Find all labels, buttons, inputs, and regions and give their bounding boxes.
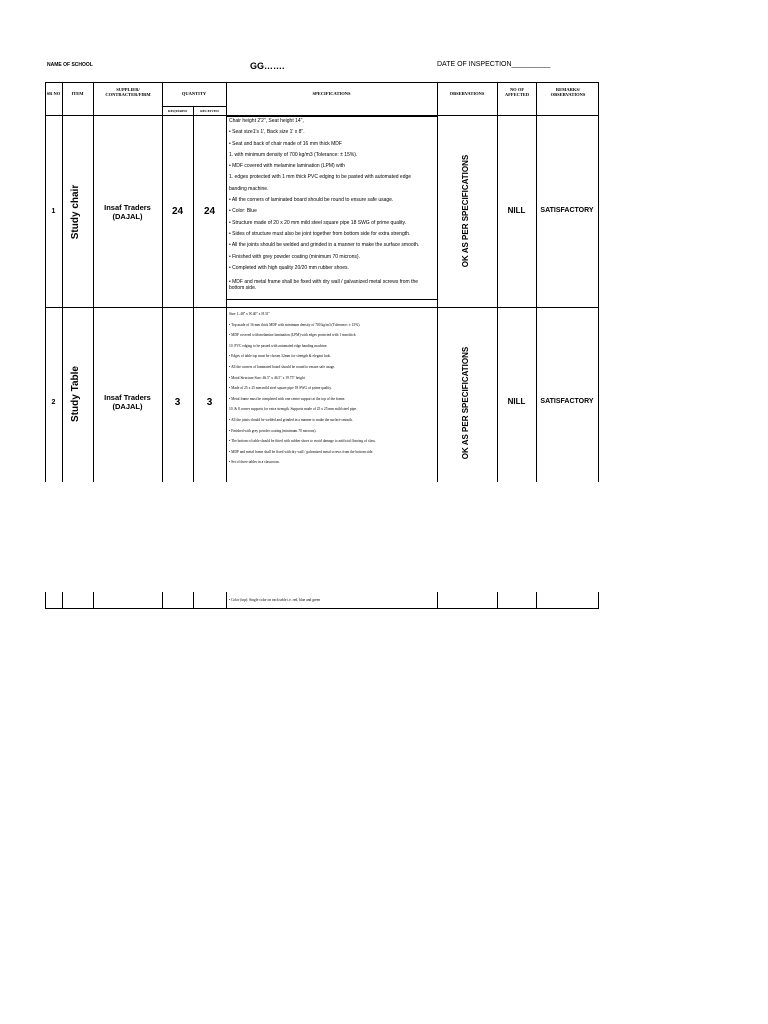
spec-line: 1. edges protected with 1 mm thick PVC edging to be pasted with automated edge [229, 174, 412, 181]
spec-line: Chair height 2'2", Seat height 14", [229, 118, 304, 124]
col-specifications: SPECIFICATIONS [312, 91, 351, 96]
spec-line: 1. with minimum density of 700 kg/m3 (Tolerance: ± 15%). [229, 151, 358, 158]
name-of-school-label: NAME OF SCHOOL [47, 62, 93, 68]
date-of-inspection-label: DATE OF INSPECTION__________ [437, 61, 551, 68]
col-sr-no: SR NO [46, 91, 61, 96]
spec-line: • All the corners of laminated board should be round to ensure safe usage. [229, 364, 336, 369]
spec-line: banding machine. [229, 185, 269, 192]
row-2-required: 3 [174, 396, 181, 408]
row-1-affected: NILL [507, 205, 526, 215]
row-2-sr-no: 2 [51, 398, 56, 406]
spec-line: • Sides of structure must also be joint together from bottom side for extra strength. [229, 230, 411, 237]
spec-line: • Color: Blue [229, 208, 257, 215]
spec-line: • All the corners of laminated board should be round to ensure safe usage. [229, 197, 394, 204]
spec-line: • The bottom of table should be fitted with rubber shoes to avoid damage to artificial flooring of class. [229, 439, 376, 444]
row-2-specifications [229, 309, 435, 468]
spec-line: • MDF and metal frame shall be fixed with dry wall / galvanized metal screws from the [229, 279, 419, 286]
spec-line: • Finished with grey powder coating (minimum 70 microns). [229, 428, 317, 433]
row-2-affected: NILL [507, 396, 526, 406]
row-2-supplier: Insaf Traders (DAJAL) [104, 393, 151, 411]
spec-line: • Made of 25 x 25 mm mild steel square pipe 18 SWG of prime quality. [229, 386, 332, 391]
row-2-received: 3 [206, 396, 213, 408]
col-remarks: REMARKS/ OBSERVATIONS [550, 87, 586, 97]
col-no-of-affected: NO OF AFFECTED [504, 87, 530, 97]
spec-line: • Seat and back of chair made of 16 mm thick MDF [229, 140, 342, 147]
spec-line: • All the joints should be welded and grinded in a manner to make the surface smooth. [229, 242, 420, 249]
spec-line: • Edges of table top must be chosen 32mm for strength & elegant look. [229, 354, 332, 359]
spec-line: • Metal frame must be completed with one centre support at the top of the frame. [229, 396, 346, 401]
spec-line: • Set of three tables in a classroom. [229, 460, 280, 465]
row-1-specifications [229, 116, 435, 291]
spec-line: • Finished with grey powder coating (minimum 70 microns). [229, 253, 360, 260]
spec-line: bottom side. [229, 285, 257, 292]
spec-line: • MDF and metal frame shall be fixed with dry wall / galvanized metal screws from the bottom side. [229, 449, 374, 454]
spec-line: • Metal Structure Size: 46.5" x 46.5" x 19.75" height [229, 375, 305, 380]
row-2-observation: OK AS PER SPECIFICATIONS [461, 346, 470, 460]
col-quantity: QUANTITY [181, 91, 207, 96]
row-1-supplier: Insaf Traders (DAJAL) [104, 202, 151, 221]
school-name-value: GG……. [250, 61, 285, 71]
row-1-remarks: SATISFACTORY [540, 206, 594, 214]
col-item: ITEM [71, 91, 84, 96]
col-observations: OBSERVATIONS [449, 91, 485, 96]
spec-line: Size: L.48" x W.40" x H.31" [229, 312, 270, 316]
spec-line: • MDF covered with melamine lamination (LPM) with [229, 163, 345, 170]
continuation-specification: • Color (top): Single color on each table i.e. red, blue and green [229, 598, 321, 602]
spec-line: • Seat size1's 1', Back size 1' x 8". [229, 129, 305, 136]
spec-line: • Structure made of 20 x 20 mm mild steel square pipe 18 SWG of prime quality. [229, 219, 407, 226]
spec-line: • Completed with high quality 20/20 mm rubber shoes. [229, 264, 349, 271]
row-1-sr-no: 1 [51, 208, 56, 215]
col-required: REQUIRED [168, 109, 187, 113]
spec-line: • MDF covered with melamine lamination (LPM) with edges protected with 1 mm thick [229, 333, 356, 338]
row-1-observation: OK AS PER SPECIFICATIONS [461, 154, 470, 268]
row-2-item: Study Table [70, 366, 81, 422]
spec-line: • All the joints should be welded and grinded in a manner to make the surface smooth. [229, 417, 353, 422]
row-1-item: Study chair [70, 184, 81, 240]
row-1-required: 24 [171, 206, 184, 217]
row-2-remarks: SATISFACTORY [540, 397, 594, 405]
col-supplier: SUPPLIER/ CONTRACTER/FIRM [105, 87, 151, 97]
spec-line: 10. PVC edging to be pasted with automated edge banding machine. [229, 343, 328, 348]
spec-line: • Top made of 16 mm thick MDF with minimum density of 700 kg/m3 (Tolerance: ± 15%). [229, 322, 361, 327]
row-1-received: 24 [203, 206, 216, 217]
spec-line: 10. & 8 corner supports for extra strength. Supports made of 25 x 25 mm mild steel pipe. [229, 407, 357, 412]
col-received: RECEIVED [200, 109, 219, 113]
